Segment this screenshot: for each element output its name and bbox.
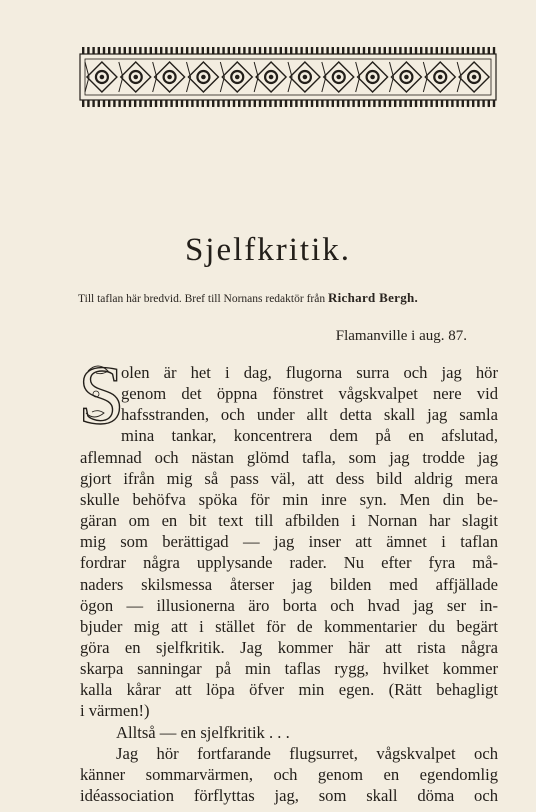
text-line: hafsstranden, och under allt detta skall jag samla (121, 405, 498, 425)
text-line: naders skilsmessa återser jag bilden med affjällade (80, 574, 498, 594)
text-line: idéassociation förflyttas jag, som skall döma och (80, 786, 498, 805)
text-line: i värmen!) (80, 701, 150, 721)
drop-cap-letter: S (78, 349, 125, 442)
text-line: olen är het i dag, flugorna surra och jag hör (121, 363, 498, 382)
text-line: gjort ifrån mig så pass väl, att dess bild aldrig mera (80, 468, 498, 488)
subtitle (78, 290, 508, 306)
text-line: skarpa sanningar på min taflas rygg, hvilket kommer (80, 659, 498, 679)
text-line: ögon — illusionerna äro borta och hvad jag ser in- (80, 595, 498, 615)
decorative-header-border (78, 44, 498, 110)
text-line: Alltså — en sjelfkritik . . . (116, 722, 290, 742)
author-name: Richard Bergh. (327, 290, 419, 305)
text-line: fordrar några upplysande rader. Nu efter fyra må- (80, 553, 498, 573)
text-line: kalla kårar att löpa öfver min egen. (Rätt behagligt (80, 680, 498, 700)
dateline: Flamanville i aug. 87. (335, 328, 467, 344)
text-line: skulle behöfva spöka för min inre syn. Men din be- (80, 489, 498, 509)
drop-cap-ornament (76, 349, 125, 442)
subtitle-prefix: Till taflan här bredvid. Bref till Nornans redaktör från (78, 293, 326, 305)
text-line: känner sommarvärmen, och genom en egendomlig (80, 764, 498, 784)
text-line: mig som berättigad — jag inser att ämnet i taflan (80, 532, 498, 552)
text-line: mina tankar, koncentrera dem på en afslutad, (121, 426, 498, 446)
text-line: Jag hör fortfarande flugsurret, vågskvalpet och (116, 743, 498, 763)
text-line: göra en sjelfkritik. Jag kommer här att rista några (80, 637, 498, 657)
text-line: aflemnad och nästan glömd tafla, som jag trodde jag (80, 447, 498, 467)
text-line: genom det öppna fönstret vågskvalpet nere vid (121, 384, 498, 404)
text-line: gäran om en bit text till afbilden i Nornan har slagit (80, 511, 498, 531)
text-line: bjuder mig att i stället för de kommentarier du begärt (80, 616, 498, 636)
page-title: Sjelfkritik. (184, 232, 352, 268)
